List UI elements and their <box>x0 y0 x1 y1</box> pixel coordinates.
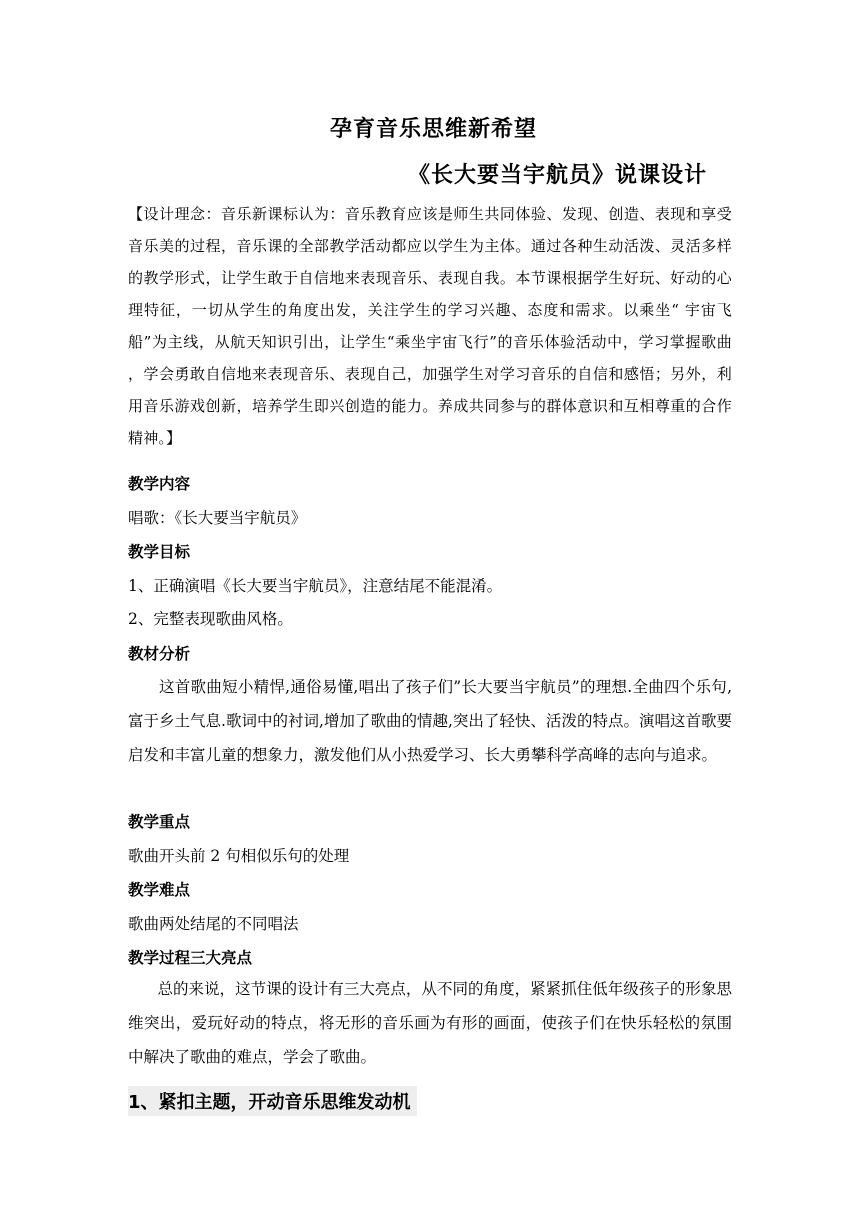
material-analysis-paragraph: 这首歌曲短小精悍,通俗易懂,唱出了孩子们”长大要当宇航员”的理想.全曲四个乐句,富于乡土气息.歌词中的衬词,增加了歌曲的情趣,突出了轻快、活泼的特点。演唱这首歌要启发和丰富儿童的想象力，激发他们从小热爱学习、长大勇攀科学高峰的志向与追求。 <box>128 678 732 764</box>
document-subtitle: 《长大要当宇航员》说课设计 <box>408 163 708 188</box>
teaching-goal-2: 2、完整表现歌曲风格。 <box>128 610 293 628</box>
process-highlights-heading: 教学过程三大亮点 <box>128 949 253 967</box>
highlight-1-heading: 1、紧扣主题，开动音乐思维发动机 <box>128 1086 417 1116</box>
teaching-content-text: 唱歌：《长大要当宇航员》 <box>128 509 307 527</box>
teaching-difficulty-heading: 教学难点 <box>128 881 191 899</box>
process-highlights-paragraph: 总的来说，这节课的设计有三大亮点，从不同的角度，紧紧抓住低年级孩子的形象思维突出，爱玩好动的特点，将无形的音乐画为有形的画面，使孩子们在快乐轻松的氛围中解决了歌曲的难点，学会了歌曲。 <box>128 980 732 1066</box>
teaching-content-heading: 教学内容 <box>128 475 191 493</box>
material-analysis-heading: 教材分析 <box>128 645 191 663</box>
design-concept-paragraph: 【设计理念：音乐新课标认为：音乐教育应该是师生共同体验、发现、创造、表现和享受音乐美的过程，音乐课的全部教学活动都应以学生为主体。通过各种生动活泼、灵活多样的教学形式，让学生敢于自信地来表现音乐、表现自我。本节课根据学生好玩、好动的心理特征，一切从学生的角度出发，关注学生的学习兴趣、态度和需求。以乘坐“ 宇宙飞船”为主线，从航天知识引出，让学生“乘坐宇宙飞行”的音乐体验活动中，学习掌握歌曲 ，学会勇敢自信地来表现音乐、表现自己，加强学生对学习音乐的自信和感悟；另外，利用音乐游戏创新，培养学生即兴创造的能力。养成共同参与的群体意识和互相尊重的合作精神。】 <box>128 205 732 447</box>
teaching-goals-heading: 教学目标 <box>128 543 191 561</box>
teaching-goal-1: 1、正确演唱《长大要当宇航员》，注意结尾不能混淆。 <box>128 577 503 595</box>
teaching-difficulty-text: 歌曲两处结尾的不同唱法 <box>128 915 299 933</box>
teaching-key-text: 歌曲开头前 2 句相似乐句的处理 <box>128 847 350 865</box>
document-title: 孕育音乐思维新希望 <box>330 117 538 142</box>
teaching-key-heading: 教学重点 <box>128 813 191 831</box>
